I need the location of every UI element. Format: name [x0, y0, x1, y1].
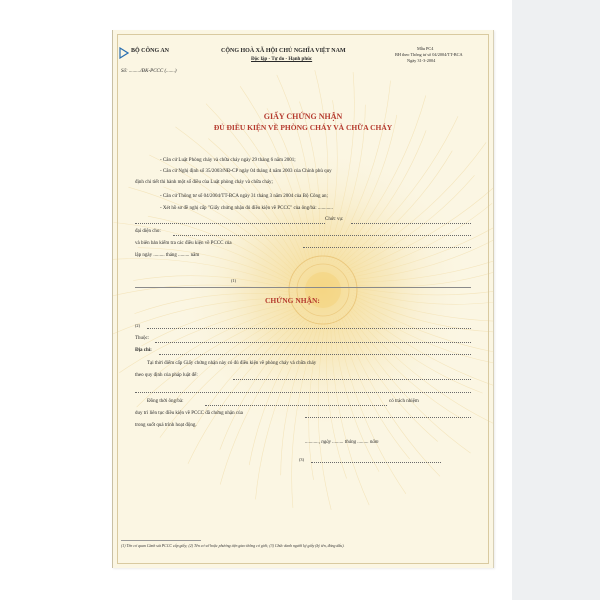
separator-line — [135, 287, 471, 288]
preamble-line-2: - Căn cứ Nghị định số 35/2003/NĐ-CP ngày 04 tháng 4 năm 2003 của Chính phủ quy — [160, 169, 332, 174]
form-code: Mẫu PC4 — [417, 46, 434, 51]
issue-date-label: lập ngày ......... tháng ......... năm — [135, 253, 200, 258]
right-margin-panel — [512, 0, 600, 600]
representing-label: đại diện cho: — [135, 229, 161, 234]
certificate-number: Số: ........./ĐK-PCCC (.......) — [121, 69, 177, 74]
preamble-line-5: - Xét hồ sơ đề nghị cấp "Giấy chứng nhận đủ điều kiện về PCCC" của ông/bà: ............ — [160, 206, 333, 211]
preamble-line-1: - Căn cứ Luật Phòng cháy và chữa cháy ngày 29 tháng 6 năm 2001; — [160, 158, 296, 163]
fill-line — [351, 223, 471, 224]
fill-line — [147, 328, 471, 329]
fill-line — [305, 417, 471, 418]
signature-date-line: ..........., ngày ......... tháng ......... năm — [305, 440, 379, 445]
footnote-rule — [121, 540, 201, 541]
fill-line — [303, 247, 471, 248]
fill-line — [155, 342, 471, 343]
form-date: Ngày 31-3-2004 — [407, 58, 436, 63]
national-motto: Độc lập - Tự do - Hạnh phúc — [251, 57, 313, 62]
maintain-line: duy trì liên tục điều kiện về PCCC đã chứng nhận của — [135, 411, 243, 416]
fill-line — [135, 223, 325, 224]
fill-line — [233, 379, 471, 380]
inspection-report-label: và biên bản kiểm tra các điều kiện về PCCC của — [135, 241, 232, 246]
statement-line-2: theo quy định của pháp luật để: — [135, 373, 198, 378]
title-line-1: GIẤY CHỨNG NHẬN — [263, 112, 343, 121]
operation-line: trong suốt quá trình hoạt động. — [135, 423, 197, 428]
address-label: Địa chỉ: — [135, 348, 152, 353]
responsibility-label: có trách nhiệm — [389, 399, 419, 404]
blue-arrow-icon — [119, 47, 129, 59]
also-person-label: Đồng thời ông/bà: — [147, 399, 184, 404]
form-reference: BH theo Thông tư số 04/2004/TT-BCA — [395, 52, 463, 57]
preamble-line-3: định chi tiết thi hành một số điều của Luật phòng cháy và chữa cháy; — [135, 180, 273, 185]
statement-line-1: Tại thời điểm cấp Giấy chứng nhận này có đủ điều kiện về phòng cháy và chữa cháy — [147, 361, 317, 366]
fill-line — [205, 405, 387, 406]
belongs-to-label: Thuộc: — [135, 336, 150, 341]
ministry-name: BỘ CÔNG AN — [131, 48, 170, 54]
fill-line — [173, 235, 471, 236]
title-line-2: ĐỦ ĐIỀU KIỆN VỀ PHÒNG CHÁY VÀ CHỮA CHÁY — [213, 123, 393, 132]
republic-name: CỘNG HOÀ XÃ HỘI CHỦ NGHĨA VIỆT NAM — [221, 48, 346, 54]
fill-line — [135, 392, 471, 393]
footnote-marker-3: (3) — [299, 457, 305, 462]
footnote-marker-2: (2) — [135, 323, 141, 328]
footnote-text: (1) Tên cơ quan Cảnh sát PCCC cấp giấy; (2) Tên cơ sở hoặc phương tiện giao thông cơ giới; (3) Chức danh người ký giấy (ký tên, đóng dấu). — [121, 544, 345, 548]
fill-line — [311, 462, 441, 463]
certificate-document — [112, 30, 494, 568]
fill-line — [159, 354, 471, 355]
position-label: Chức vụ: — [325, 217, 344, 222]
preamble-line-4: - Căn cứ Thông tư số 04/2004/TT-BCA ngày 31 tháng 3 năm 2004 của Bộ Công an; — [160, 194, 328, 199]
footnote-marker-1: (1) — [231, 278, 237, 283]
certify-heading: CHỨNG NHẬN: — [265, 296, 320, 305]
